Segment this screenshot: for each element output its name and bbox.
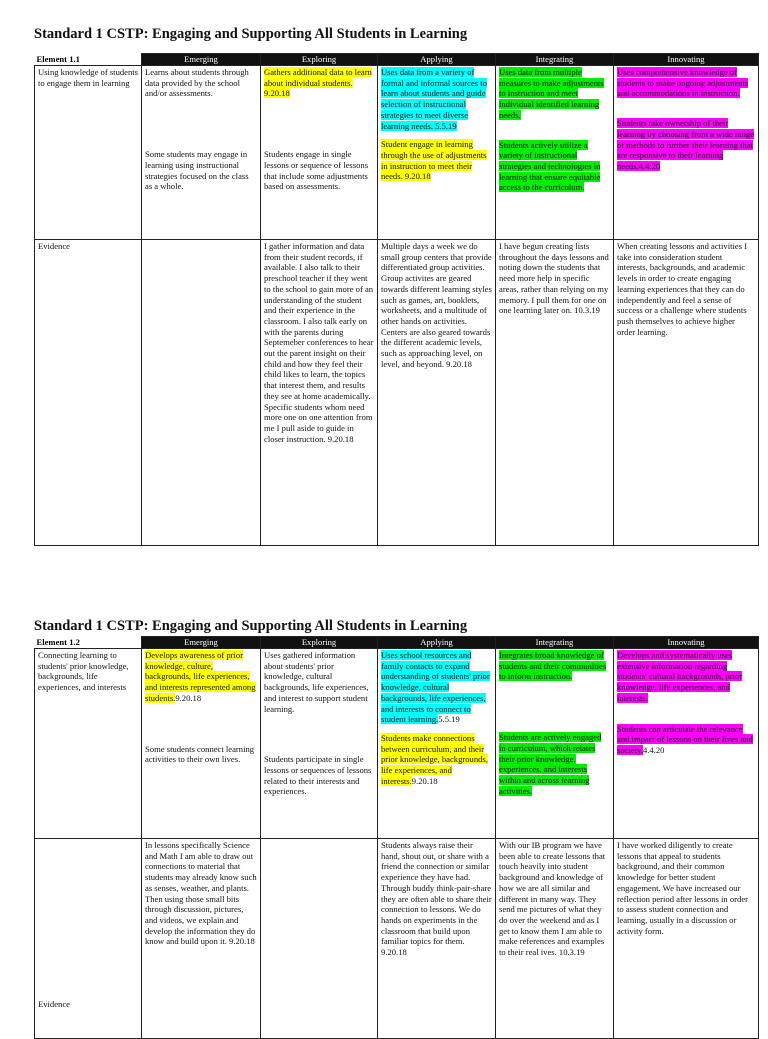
highlighted-text: Students are actively engaged in curriculum, which relates their prior knowledge, experiences, and interests within and across learning activities. bbox=[499, 732, 602, 796]
descriptor-text: Some students connect learning activities to their own lives. bbox=[145, 743, 255, 765]
descriptor-row bbox=[35, 66, 759, 240]
table-header-row bbox=[35, 54, 759, 66]
table-header-row bbox=[35, 637, 759, 649]
column-header: Integrating bbox=[496, 54, 614, 66]
highlighted-text: Uses data from multiple measures to make adjustments to instruction and meet individual identified learning needs. bbox=[499, 67, 604, 120]
highlighted-text: Students actively utilize a variety of instructional strategies and technologies in learning that ensure equitable access to the curriculum. bbox=[499, 139, 601, 193]
descriptor-text: Learns about students through data provided by the school and/or assessments. bbox=[145, 67, 249, 99]
evidence-cell: I gather information and data from their student records, if available. I also talk to their preschool teacher if they went to the school to gain more of an understanding of the student and their experience in the classroom. I also talk early on with the parents during Septemeber conferences to hear out the parent insight on their child and how they feel their child likes to learn, the topics that interest them, and results they see at home academically. Specific students whom need more one on one attention from me I pull aside to guide in closer instruction. 9.20.18 bbox=[261, 240, 378, 546]
descriptor-cell bbox=[261, 649, 378, 839]
evidence-label: Evidence bbox=[35, 839, 142, 1039]
date-text: 4.4.20 bbox=[638, 160, 661, 171]
highlighted-text: Student engage in learning through the use of adjustments in instruction to meet their needs. 9.20.18 bbox=[381, 139, 487, 182]
descriptor-row bbox=[35, 649, 759, 839]
element-label: Element 1.1 bbox=[35, 54, 142, 66]
highlighted-text: Students take ownership of their learning by choosing from a wide range of methods to further their learning that are responsive to their learning needs. bbox=[617, 118, 754, 171]
evidence-cell: I have worked diligently to create lessons that appeal to students background, and their common knowledge for better student engagement. We have increased our reflection period after lessons in order to assess student connection and learning, usually in a discussion or activity form. bbox=[614, 839, 759, 1039]
column-header: Innovating bbox=[614, 637, 759, 649]
evidence-cell: When creating lessons and activities I take into consideration student interests, backgrounds, and academic levels in order to create engaging learning experiences that they can do independently and feel a sense of success or a challenge where students push themselves to achieve higher order learning. bbox=[614, 240, 759, 546]
section-title: Standard 1 CSTP: Engaging and Supporting All Students in Learning bbox=[34, 26, 468, 42]
column-header: Applying bbox=[378, 54, 496, 66]
descriptor-cell bbox=[378, 649, 496, 839]
evidence-cell: I have begun creating lists throughout the days lessons and noting down the students that need more help in specific areas, rather than relying on my memory. I pull them for one on one learning later on. 10.3.19 bbox=[496, 240, 614, 546]
descriptor-text: Students engage in single lessons or sequence of lessons that include some adjustments based on assessments. bbox=[264, 149, 369, 192]
evidence-cell: In lessons specifically Science and Math I am able to draw out connections to material that students may already know such as senses, weather, and plants. Then using those small bits through discussion, pictures, and videos, we explain and develop the information they do know and build upon it. 9.20.18 bbox=[142, 839, 261, 1039]
highlighted-text: Develops awareness of prior knowledge, culture, backgrounds, life experiences, and interests represented among students. bbox=[145, 650, 256, 703]
highlighted-text: Uses comprehensive knowledge of students to make ongoing adjustments and accommodations in instruction. bbox=[617, 67, 749, 99]
rubric-table bbox=[34, 53, 759, 546]
column-header: Emerging bbox=[142, 637, 261, 649]
column-header: Exploring bbox=[261, 54, 378, 66]
highlighted-text: Develops and systematically uses extensive information regarding students' cultural backgrounds, prior knowledge, life experiences, and interests. bbox=[617, 650, 743, 703]
column-header: Exploring bbox=[261, 637, 378, 649]
highlighted-text: Students make connections between curriculum, and their prior knowledge, backgrounds, life experiences, and interests. bbox=[381, 732, 488, 786]
highlighted-text: Integrates broad knowledge of students and their communities to inform instruction. bbox=[499, 650, 607, 682]
descriptor-text: Some students may engage in learning using instructional strategies focused on the class as a whole. bbox=[145, 149, 249, 192]
descriptor-cell bbox=[614, 649, 759, 839]
row-label: Using knowledge of students to engage them in learning bbox=[35, 66, 142, 240]
evidence-cell bbox=[142, 240, 261, 546]
descriptor-cell bbox=[142, 649, 261, 839]
descriptor-cell bbox=[496, 66, 614, 240]
highlighted-text: Uses school resources and family contacts to expand understanding of students' prior knowledge, cultural backgrounds, life experiences, and interests to connect to student learning. bbox=[381, 650, 490, 725]
evidence-cell: Multiple days a week we do small group centers that provide differentiated group activities. Group activites are geared towards different learning styles such as games, art, booklets, worksheets, and a multitude of other hands on activities. Centers are also geared towards the different academic levels, such as approaching level, on level, and beyond. 9.20.18 bbox=[378, 240, 496, 546]
date-text: 5.5.19 bbox=[438, 714, 460, 725]
descriptor-cell bbox=[261, 66, 378, 240]
evidence-cell: With our IB program we have been able to create lessons that touch heavily into student background and knowledge of how we are all similar and different in many way. They send me pictures of what they do over the weekend and as I get to know them I am able to make references and examples to their real ives. 10.3.19 bbox=[496, 839, 614, 1039]
descriptor-cell bbox=[496, 649, 614, 839]
column-header: Emerging bbox=[142, 54, 261, 66]
row-label: Connecting learning to students' prior knowledge, backgrounds, life experiences, and interests bbox=[35, 649, 142, 839]
descriptor-cell bbox=[614, 66, 759, 240]
date-text: 9.20.18 bbox=[411, 775, 438, 786]
column-header: Innovating bbox=[614, 54, 759, 66]
date-text: 4.4.20 bbox=[642, 744, 665, 755]
evidence-row bbox=[35, 839, 759, 1039]
date-text: 9.20.18 bbox=[175, 692, 202, 703]
evidence-cell bbox=[261, 839, 378, 1039]
rubric-table bbox=[34, 636, 759, 1039]
element-label: Element 1.2 bbox=[35, 637, 142, 649]
evidence-label: Evidence bbox=[35, 240, 142, 546]
descriptor-text: Students participate in single lessons or sequences of lessons related to their interests and experiences. bbox=[264, 754, 372, 797]
descriptor-cell bbox=[378, 66, 496, 240]
descriptor-cell bbox=[142, 66, 261, 240]
evidence-row bbox=[35, 240, 759, 546]
evidence-cell: Students always raise their hand, shout out, or share with a friend the connection or similar experience they have had. Through buddy think-pair-share they are often able to share their connection to lessons. We do hands on experiments in the classroom that build upon familiar topics for them. 9.20.18 bbox=[378, 839, 496, 1039]
highlighted-text: Gathers additional data to learn about individual students. 9.20.18 bbox=[264, 67, 372, 99]
descriptor-text: Uses gathered information about students' prior knowledge, cultural backgrounds, life experiences, and interest to support student learning. bbox=[264, 650, 369, 714]
highlighted-text: Uses data from a variety of formal and informal sources to learn about students and guide selection of instructional strategies to meet diverse learning needs. 5.5.19 bbox=[381, 67, 487, 131]
column-header: Integrating bbox=[496, 637, 614, 649]
section-title: Standard 1 CSTP: Engaging and Supporting All Students in Learning bbox=[34, 618, 468, 634]
highlighted-text: Students can articulate the relevance and impact of lessons on their lives and society. bbox=[617, 723, 753, 755]
column-header: Applying bbox=[378, 637, 496, 649]
